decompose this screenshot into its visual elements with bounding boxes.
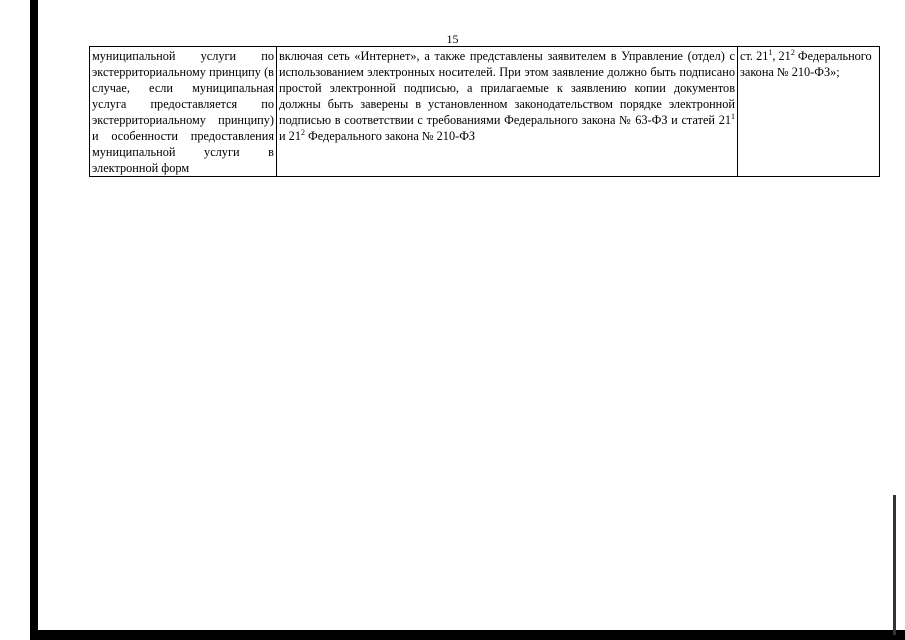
scan-edge-bottom [30, 630, 905, 640]
table-cell-submission-requirements [277, 47, 738, 177]
legal-article-ref-1: $21^1$ [756, 47, 773, 63]
table-cell-service-description: муниципальной услуги по экстерриториальному принципу (в случае, если муниципальная услуга предоставляется по экстерриториальному принципу) и особенности предоставления муниципальной услуги в электронной форм [90, 47, 277, 177]
separator: , [772, 49, 776, 63]
law-reference: Федерального закона № 210-ФЗ [308, 129, 476, 143]
article-ref-1: $21^1$ [718, 111, 735, 127]
legal-law-reference: Федерального закона № 210-ФЗ»; [740, 49, 872, 79]
table-row [90, 47, 880, 177]
article-prefix: ст. [740, 49, 753, 63]
scan-edge-right [893, 495, 896, 635]
regulation-table [89, 46, 880, 177]
legal-article-ref-2: $21^2$ [778, 47, 795, 63]
scan-edge-left [30, 0, 38, 640]
article-ref-2: $21^2$ [288, 127, 305, 143]
conjunction: и [279, 129, 286, 143]
page-number: 15 [446, 32, 459, 46]
table-cell-legal-basis [738, 47, 880, 177]
requirements-text: включая сеть «Интернет», а также представлены заявителем в Управление (отдел) с использованием электронных носителей. При этом заявление должно быть подписано простой электронной подписью, а прилагаемые к заявлению копии документов должны быть заверены в установленном законодательством порядке электронной подписью в соответствии с требованиями Федерального закона № 63-ФЗ и статей [279, 49, 735, 127]
